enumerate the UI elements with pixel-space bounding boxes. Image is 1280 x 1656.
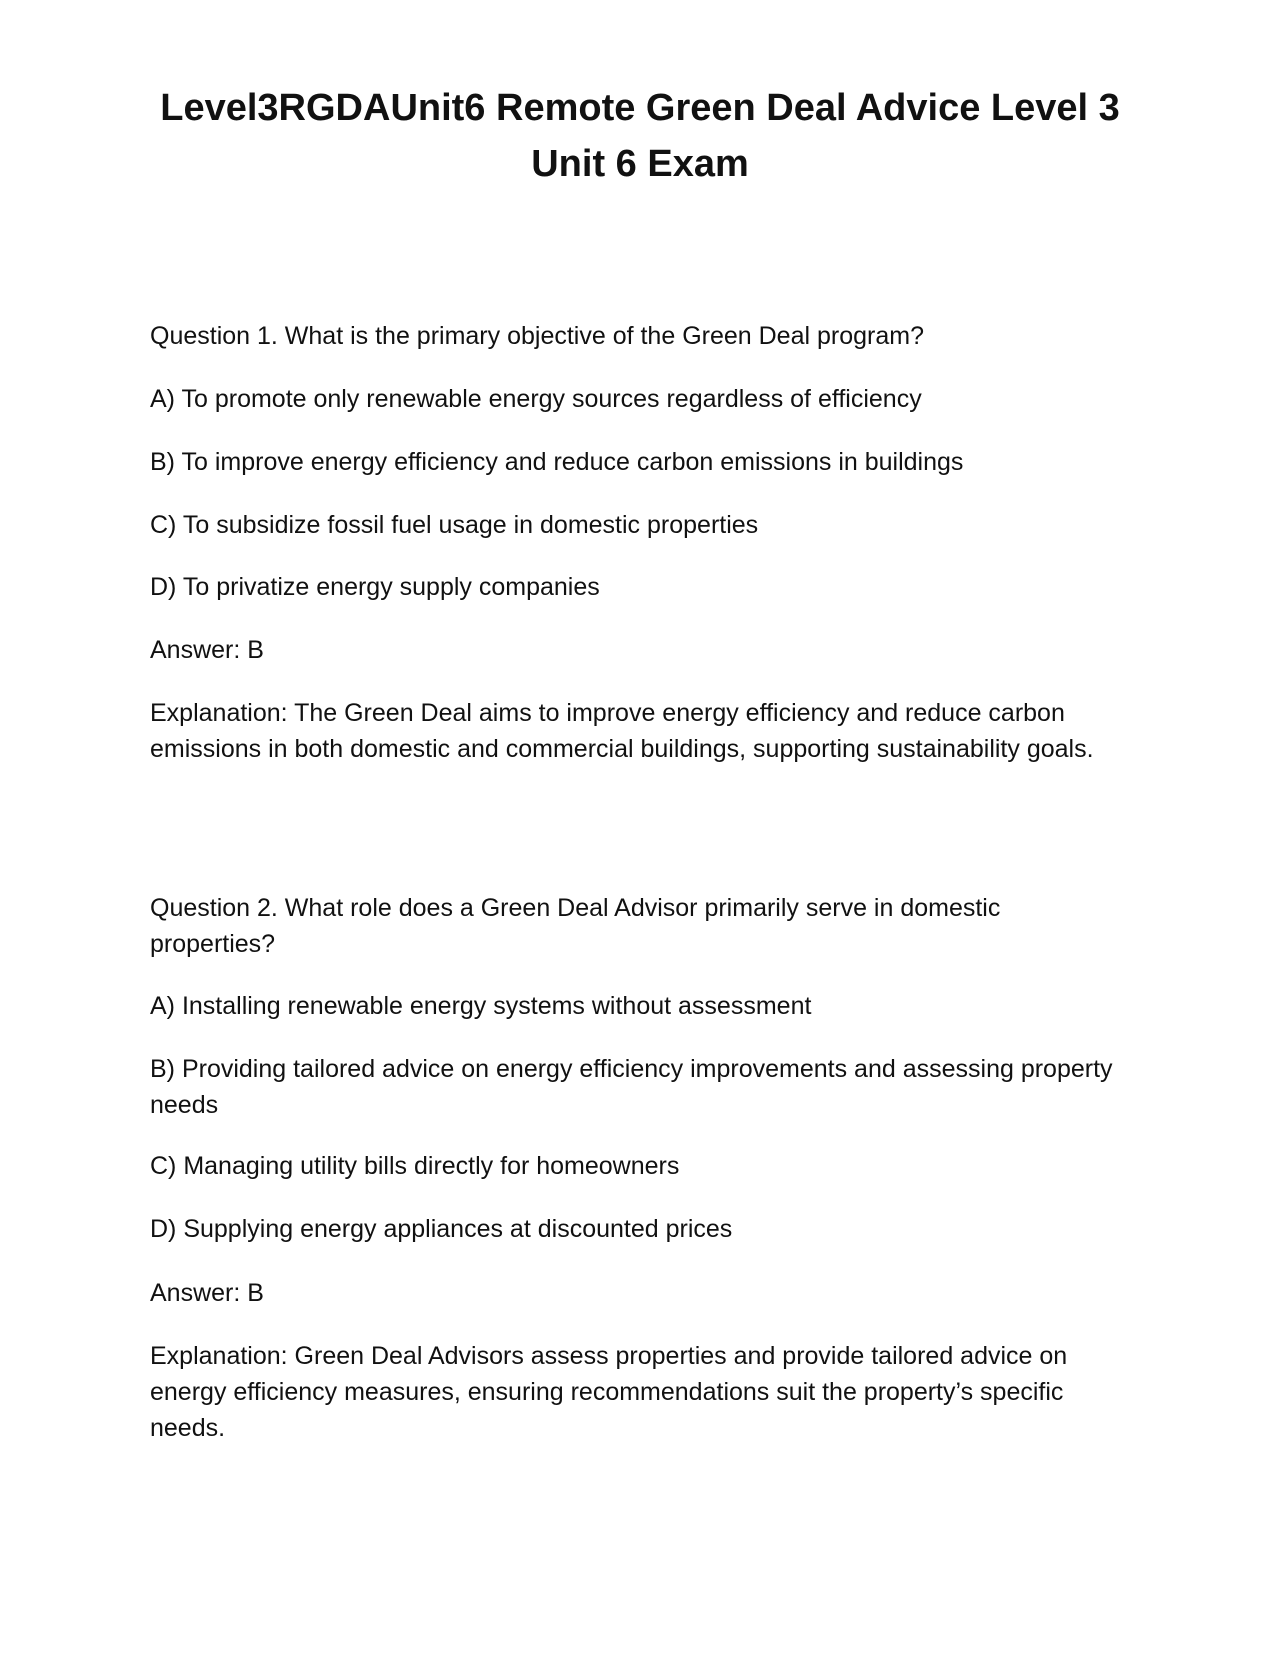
question-1-explanation: Explanation: The Green Deal aims to improve energy efficiency and reduce carbon emissions in both domestic and commercial buildings, supporting sustainability goals.: [150, 699, 1094, 763]
question-1-text: Question 1. What is the primary objective of the Green Deal program?: [150, 322, 924, 350]
question-1-option-c: C) To subsidize fossil fuel usage in domestic properties: [150, 511, 759, 539]
question-2-option-a: A) Installing renewable energy systems without assessment: [150, 992, 812, 1020]
question-2-text: Question 2. What role does a Green Deal Advisor primarily serve in domestic properties?: [150, 894, 1001, 958]
document-title: Level3RGDAUnit6 Remote Green Deal Advice Level 3 Unit 6 Exam: [160, 87, 1120, 185]
question-2-answer: Answer: B: [150, 1279, 264, 1307]
question-1-option-b: B) To improve energy efficiency and reduce carbon emissions in buildings: [150, 448, 964, 476]
question-2-option-b: B) Providing tailored advice on energy efficiency improvements and assessing property needs: [150, 1055, 1113, 1119]
question-1-option-d: D) To privatize energy supply companies: [150, 573, 600, 601]
question-2-explanation: Explanation: Green Deal Advisors assess properties and provide tailored advice on energy efficiency measures, ensuring recommendations suit the property’s specific needs.: [150, 1342, 1068, 1442]
question-1-option-a: A) To promote only renewable energy sources regardless of efficiency: [150, 385, 922, 413]
question-2-option-c: C) Managing utility bills directly for homeowners: [150, 1152, 680, 1180]
question-1-answer: Answer: B: [150, 636, 264, 664]
question-2-option-d: D) Supplying energy appliances at discounted prices: [150, 1215, 733, 1243]
